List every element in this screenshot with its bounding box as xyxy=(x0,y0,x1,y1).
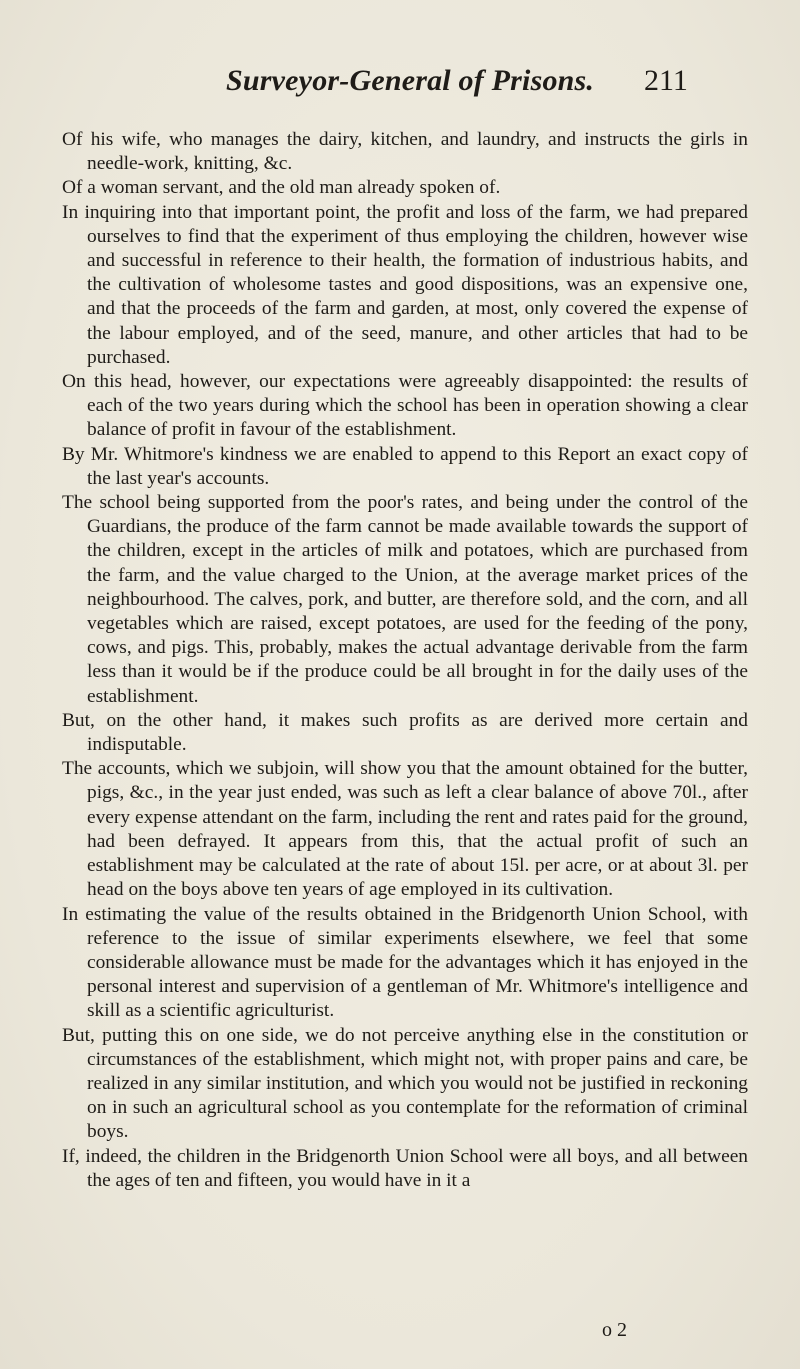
paragraph: In estimating the value of the results obtained in the Bridgenorth Union School, with reference to the issue of similar experiments elsewhere, we feel that some considerable allowance must be made for the advantages which it has enjoyed in the personal interest and supervision of a gentleman of Mr. Whitmore's intelligence and skill as a scientific agriculturist. xyxy=(62,903,748,1022)
signature-mark: o 2 xyxy=(602,1319,627,1341)
running-head: Surveyor-General of Prisons. xyxy=(226,64,595,97)
paragraph: By Mr. Whitmore's kindness we are enabled to append to this Report an exact copy of the last year's accounts. xyxy=(62,443,748,489)
paragraph: The school being supported from the poor's rates, and being under the control of the Guardians, the produce of the farm cannot be made available towards the support of the children, except in the articles of milk and potatoes, which are purchased from the farm, and the value charged to the Union, at the average market prices of the neighbourhood. The calves, pork, and butter, are therefore sold, and the corn, and all vegetables which are raised, except potatoes, are used for the feeding of the pony, cows, and pigs. This, probably, makes the actual advantage derivable from the farm less than it would be if the produce could be all brought in for the daily uses of the establishment. xyxy=(62,492,748,707)
paragraph: The accounts, which we subjoin, will show you that the amount obtained for the butter, pigs, &c., in the year just ended, was such as left a clear balance of above 70l., after every expense attendant on the farm, including the rent and rates paid for the ground, had been defrayed. It appears from this, that the actual profit of such an establishment may be calculated at the rate of about 15l. per acre, or at about 3l. per head on the boys above ten years of age employed in its cultivation. xyxy=(62,758,748,901)
page-header xyxy=(0,64,800,104)
paragraph: If, indeed, the children in the Bridgenorth Union School were all boys, and all between the ages of ten and fifteen, you would have in it a xyxy=(62,1145,748,1191)
paragraph: In inquiring into that important point, the profit and loss of the farm, we had prepared ourselves to find that the experiment of thus employing the children, however wise and successful in reference to their health, the formation of industrious habits, and the cultivation of wholesome tastes and good dispositions, was an expensive one, and that the proceeds of the farm and garden, at most, only covered the expense of the labour employed, and of the seed, manure, and other articles that had to be purchased. xyxy=(62,201,748,368)
paragraph: On this head, however, our expectations were agreeably disappointed: the results of each of the two years during which the school has been in operation showing a clear balance of profit in favour of the establishment. xyxy=(62,371,748,441)
paragraph: Of a woman servant, and the old man already spoken of. xyxy=(62,177,501,199)
page-number: 211 xyxy=(644,64,688,97)
paragraph: But, putting this on one side, we do not perceive anything else in the constitution or circumstances of the establishment, which might not, with proper pains and care, be realized in any similar institution, and which you would not be justified in reckoning on in such an agricultural school as you contemplate for the reformation of criminal boys. xyxy=(62,1024,748,1143)
paragraph: Of his wife, who manages the dairy, kitchen, and laundry, and instructs the girls in needle-work, knitting, &c. xyxy=(62,129,748,175)
paragraph: But, on the other hand, it makes such profits as are derived more certain and indisputable. xyxy=(62,709,748,756)
body-text xyxy=(62,128,748,1193)
